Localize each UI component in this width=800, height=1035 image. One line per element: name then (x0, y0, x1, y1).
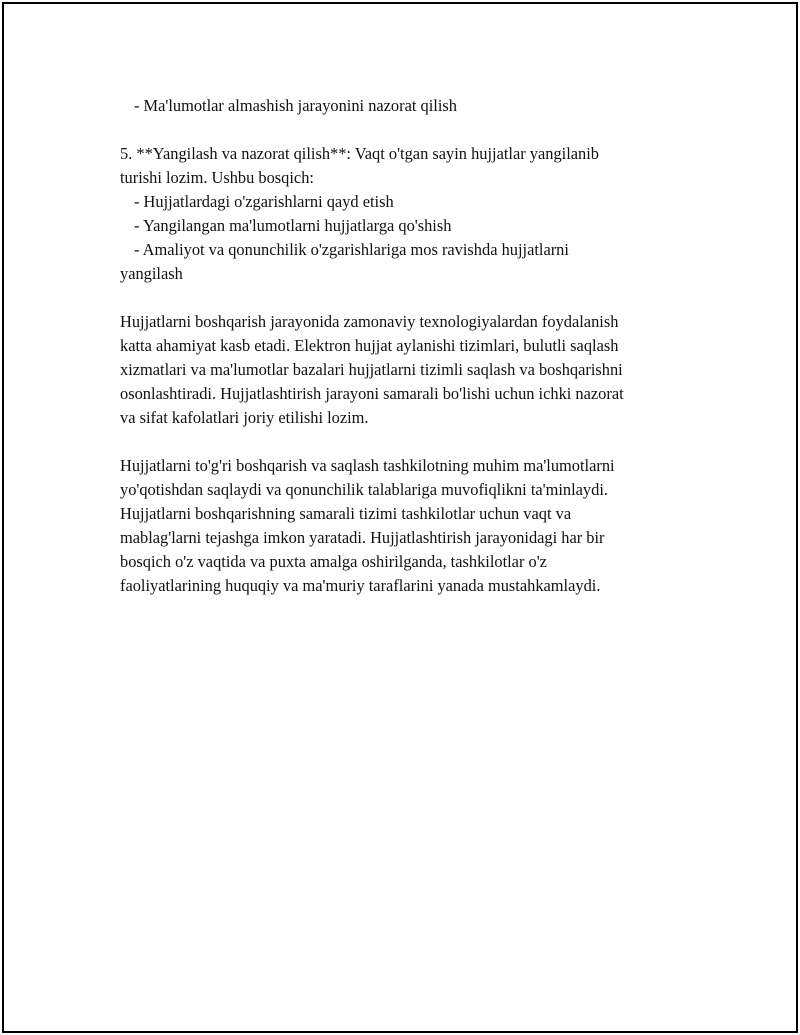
paragraph-line: yo'qotishdan saqlaydi va qonunchilik talablariga muvofiqlikni ta'minlaydi. (120, 480, 608, 499)
paragraph-line: faoliyatlarining huquqiy va ma'muriy taraflarini yanada mustahkamlaydi. (120, 576, 601, 595)
paragraph-line: mablag'larni tejashga imkon yaratadi. Hujjatlashtirish jarayonidagi har bir (120, 528, 605, 547)
document-page (2, 2, 798, 1033)
list-item-continuation: yangilash (120, 264, 183, 283)
paragraph-line: Hujjatlarni to'g'ri boshqarish va saqlash tashkilotning muhim ma'lumotlarni (120, 456, 615, 475)
paragraph-line: katta ahamiyat kasb etadi. Elektron hujjat aylanishi tizimlari, bulutli saqlash (120, 336, 619, 355)
list-item: - Ma'lumotlar almashish jarayonini nazorat qilish (134, 96, 457, 115)
list-item: - Yangilangan ma'lumotlarni hujjatlarga qo'shish (134, 216, 452, 235)
top-bullet-list (120, 94, 692, 118)
paragraph-technologies (120, 310, 692, 430)
paragraph-line: Hujjatlarni boshqarish jarayonida zamonaviy texnologiyalardan foydalanish (120, 312, 619, 331)
paragraph-gap (120, 286, 692, 310)
paragraph-gap (120, 430, 692, 454)
list-item: - Hujjatlardagi o'zgarishlarni qayd etish (134, 192, 394, 211)
section-heading: 5. **Yangilash va nazorat qilish**: Vaqt o'tgan sayin hujjatlar yangilanib (120, 144, 599, 163)
paragraph-line: Hujjatlarni boshqarishning samarali tizimi tashkilotlar uchun vaqt va (120, 504, 572, 523)
section-heading-continuation: turishi lozim. Ushbu bosqich: (120, 168, 314, 187)
paragraph-line: va sifat kafolatlari joriy etilishi lozim. (120, 408, 369, 427)
section-5 (120, 142, 692, 286)
paragraph-line: bosqich o'z vaqtida va puxta amalga oshirilganda, tashkilotlar o'z (120, 552, 547, 571)
paragraph-gap (120, 118, 692, 142)
paragraph-conclusion (120, 454, 692, 598)
paragraph-line: xizmatlari va ma'lumotlar bazalari hujjatlarni tizimli saqlash va boshqarishni (120, 360, 623, 379)
list-item: - Amaliyot va qonunchilik o'zgarishlariga mos ravishda hujjatlarni (134, 240, 569, 259)
paragraph-line: osonlashtiradi. Hujjatlashtirish jarayoni samarali bo'lishi uchun ichki nazorat (120, 384, 624, 403)
document-body (120, 94, 692, 598)
